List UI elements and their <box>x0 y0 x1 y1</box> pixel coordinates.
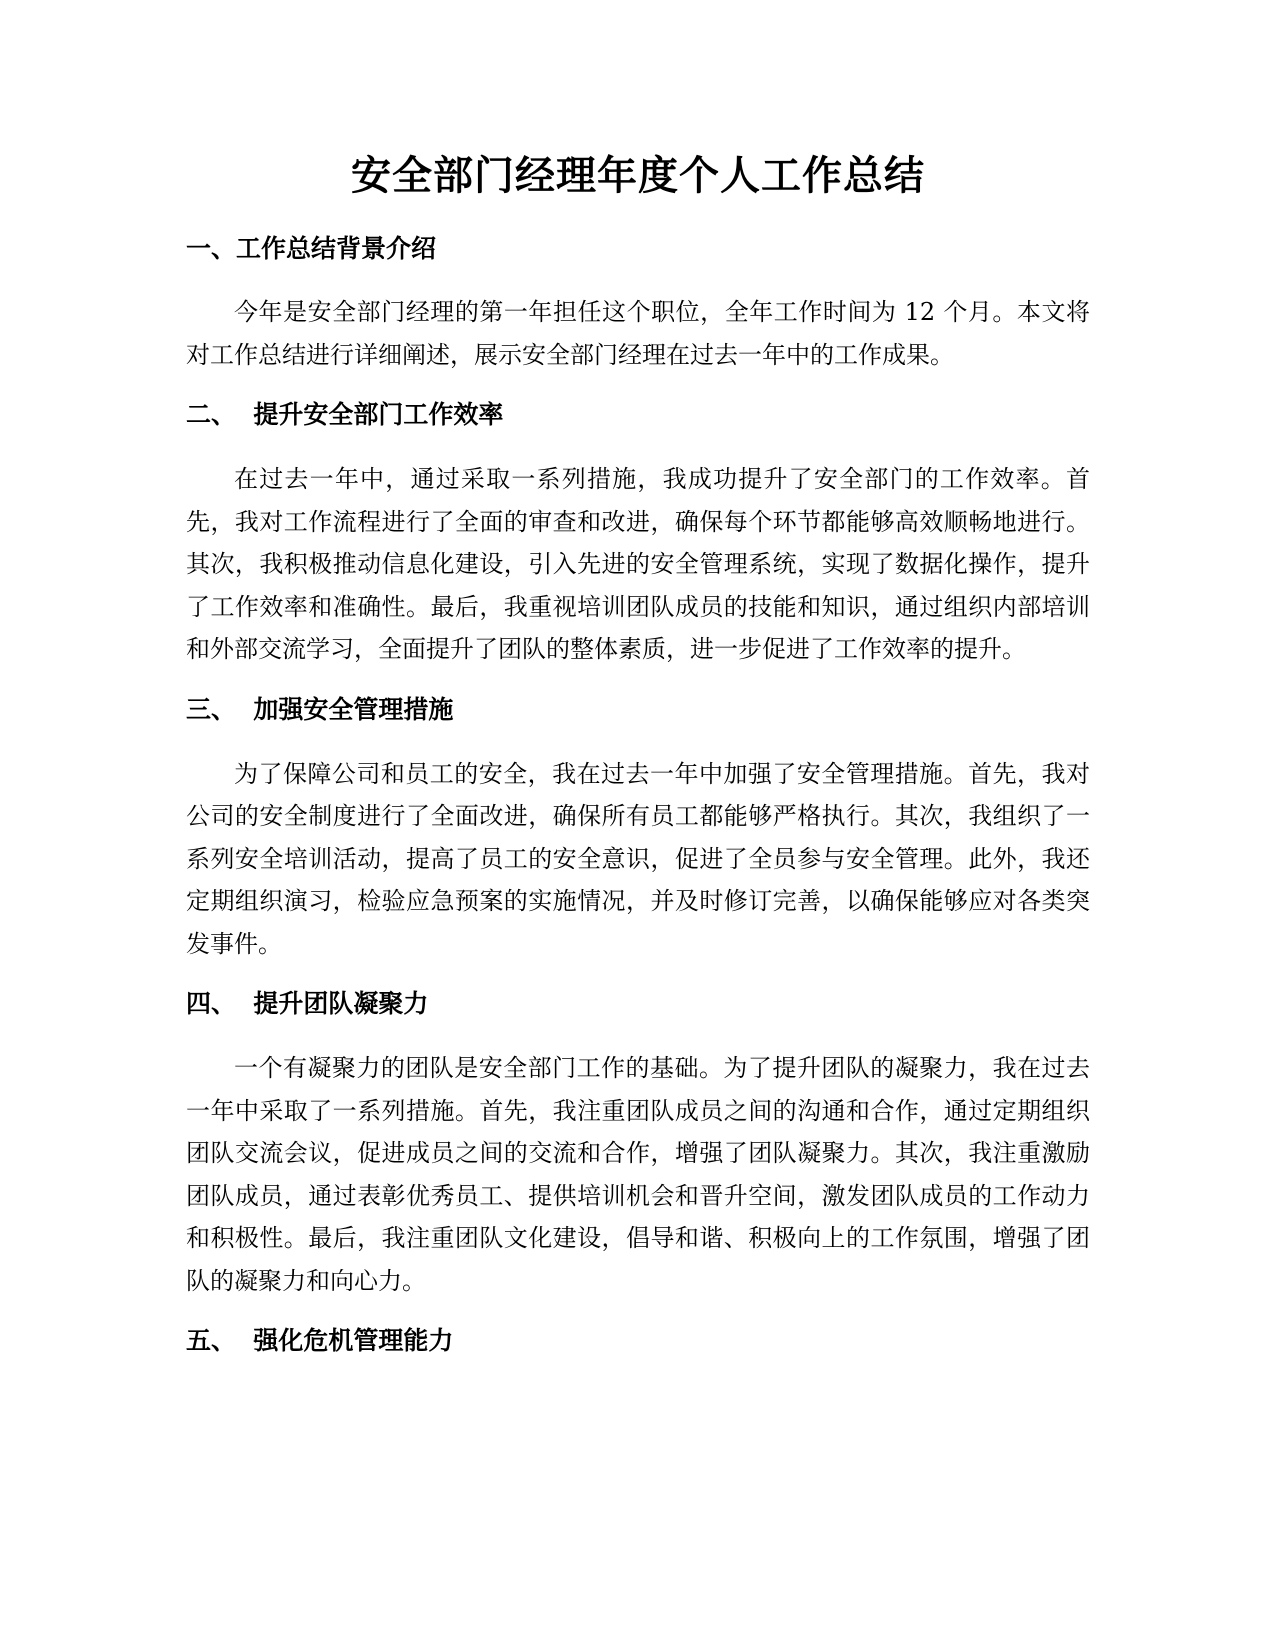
section-safety-measures <box>186 693 1090 966</box>
section-heading: 四、 提升团队凝聚力 <box>186 989 429 1018</box>
section-heading: 三、 加强安全管理措施 <box>186 694 454 724</box>
section-team-cohesion <box>186 987 1090 1302</box>
section-background <box>186 232 1090 376</box>
section-heading: 二、 提升安全部门工作效率 <box>186 400 504 429</box>
document-content <box>186 148 1090 1358</box>
document-title: 安全部门经理年度个人工作总结 <box>351 153 925 199</box>
section-paragraph: 在过去一年中，通过采取一系列措施，我成功提升了安全部门的工作效率。首先，我对工作流程进行了全面的审查和改进，确保每个环节都能够高效顺畅地进行。其次，我积极推动信息化建设，引入先进的安全管理系统，实现了数据化操作，提升了工作效率和准确性。最后，我重视培训团队成员的技能和知识，通过组织内部培训和外部交流学习，全面提升了团队的整体素质，进一步促进了工作效率的提升。 <box>186 465 1090 663</box>
section-paragraph: 一个有凝聚力的团队是安全部门工作的基础。为了提升团队的凝聚力，我在过去一年中采取了一系列措施。首先，我注重团队成员之间的沟通和合作，通过定期组织团队交流会议，促进成员之间的交流和合作，增强了团队凝聚力。其次，我注重激励团队成员，通过表彰优秀员工、提供培训机会和晋升空间，激发团队成员的工作动力和积极性。最后，我注重团队文化建设，倡导和谐、积极向上的工作氛围，增强了团队的凝聚力和向心力。 <box>186 1054 1090 1295</box>
section-paragraph: 今年是安全部门经理的第一年担任这个职位，全年工作时间为 12 个月。本文将对工作总结进行详细阐述，展示安全部门经理在过去一年中的工作成果。 <box>186 298 1090 369</box>
section-crisis-management <box>186 1324 1090 1358</box>
section-efficiency <box>186 398 1090 671</box>
section-paragraph: 为了保障公司和员工的安全，我在过去一年中加强了安全管理措施。首先，我对公司的安全制度进行了全面改进，确保所有员工都能够严格执行。其次，我组织了一系列安全培训活动，提高了员工的安全意识，促进了全员参与安全管理。此外，我还定期组织演习，检验应急预案的实施情况，并及时修订完善，以确保能够应对各类突发事件。 <box>186 759 1090 958</box>
section-heading: 五、 强化危机管理能力 <box>186 1326 454 1355</box>
section-heading: 一、工作总结背景介绍 <box>186 234 437 263</box>
